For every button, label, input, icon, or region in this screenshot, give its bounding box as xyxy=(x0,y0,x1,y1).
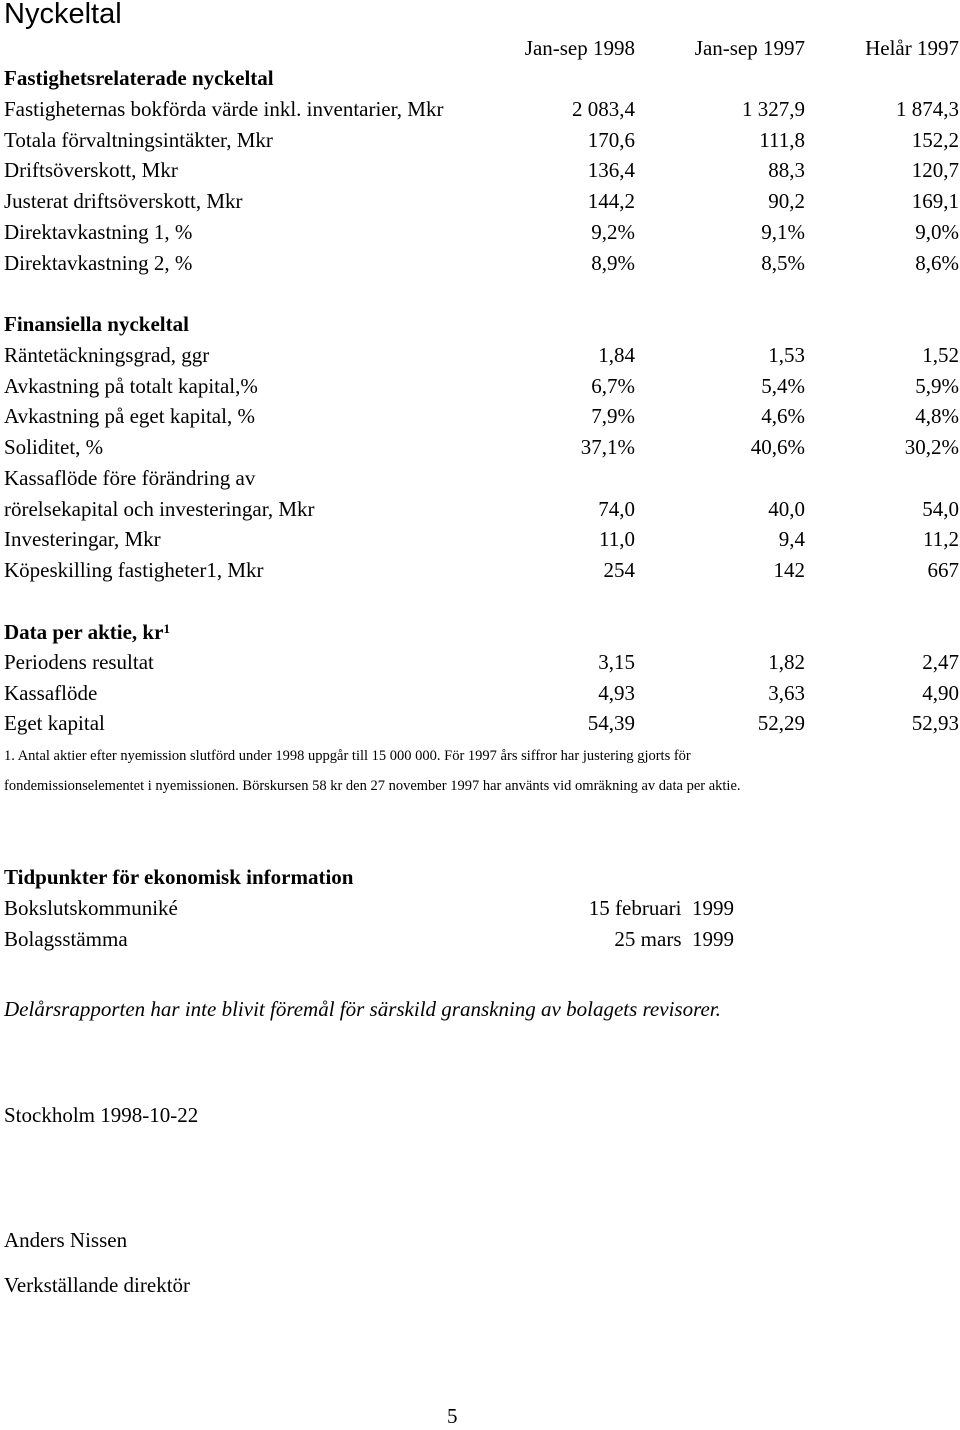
schedule-label: Bolagsstämma xyxy=(4,927,128,951)
signatory-name: Anders Nissen xyxy=(4,1228,128,1252)
table-row xyxy=(0,708,960,738)
footnote-line-1: 1. Antal aktier efter nyemission slutförd under 1998 uppgår till 15 000 000. För 1997 års siffror har justering gjorts för xyxy=(4,748,691,764)
row-label: Totala förvaltningsintäkter, Mkr xyxy=(4,128,273,152)
value-cell: 6,7% xyxy=(591,374,635,398)
value-cell: 254 xyxy=(603,558,635,582)
review-note: Delårsrapporten har inte blivit föremål för särskild granskning av bolagets revisorer. xyxy=(4,997,721,1021)
table-row xyxy=(0,340,960,370)
value-cell: 4,6% xyxy=(761,404,805,428)
value-cell: 667 xyxy=(927,558,959,582)
row-label: Fastigheternas bokförda värde inkl. inventarier, Mkr xyxy=(4,97,444,121)
value-cell: 52,93 xyxy=(911,711,959,735)
value-cell: 1,82 xyxy=(768,650,805,674)
row-label: rörelsekapital och investeringar, Mkr xyxy=(4,497,315,521)
column-header-jan-sep-1997: Jan-sep 1997 xyxy=(694,36,805,60)
row-label: Räntetäckningsgrad, ggr xyxy=(4,343,210,367)
value-cell: 88,3 xyxy=(768,158,805,182)
value-cell: 90,2 xyxy=(768,189,805,213)
footnote-marker: 1 xyxy=(163,621,170,636)
schedule-row xyxy=(0,893,960,923)
value-cell: 9,4 xyxy=(778,527,805,551)
value-cell: 54,0 xyxy=(922,497,959,521)
section-heading-text: Data per aktie, kr xyxy=(4,620,164,644)
table-row xyxy=(0,248,960,278)
value-cell: 3,15 xyxy=(598,650,635,674)
table-row xyxy=(0,494,960,524)
value-cell: 9,2% xyxy=(591,220,635,244)
value-cell: 3,63 xyxy=(768,681,805,705)
row-label: Kassaflöde före förändring av xyxy=(4,466,256,490)
page-title: Nyckeltal xyxy=(4,0,122,30)
value-cell: 8,6% xyxy=(915,251,959,275)
row-label: Direktavkastning 1, % xyxy=(4,220,193,244)
value-cell: 5,4% xyxy=(761,374,805,398)
value-cell: 52,29 xyxy=(757,711,805,735)
value-cell: 9,0% xyxy=(915,220,959,244)
row-label: Direktavkastning 2, % xyxy=(4,251,193,275)
value-cell: 40,6% xyxy=(750,435,805,459)
value-cell: 74,0 xyxy=(598,497,635,521)
value-cell: 40,0 xyxy=(768,497,805,521)
table-row xyxy=(0,524,960,554)
value-cell: 2,47 xyxy=(922,650,959,674)
row-label: Periodens resultat xyxy=(4,650,154,674)
table-row xyxy=(0,155,960,185)
value-cell: 5,9% xyxy=(915,374,959,398)
value-cell: 170,6 xyxy=(587,128,635,152)
value-cell: 8,5% xyxy=(761,251,805,275)
table-row xyxy=(0,94,960,124)
value-cell: 1 327,9 xyxy=(742,97,805,121)
row-label: Köpeskilling fastigheter1, Mkr xyxy=(4,558,264,582)
value-cell: 30,2% xyxy=(904,435,959,459)
value-cell: 4,90 xyxy=(922,681,959,705)
value-cell: 4,8% xyxy=(915,404,959,428)
row-label: Eget kapital xyxy=(4,711,105,735)
schedule-label: Bokslutskommuniké xyxy=(4,896,178,920)
schedule-date: 25 mars 1999 xyxy=(614,927,734,951)
value-cell: 136,4 xyxy=(587,158,635,182)
table-row xyxy=(0,401,960,431)
value-cell: 169,1 xyxy=(911,189,959,213)
table-row xyxy=(0,186,960,216)
section-heading-fastighet: Fastighetsrelaterade nyckeltal xyxy=(4,66,274,90)
value-cell: 37,1% xyxy=(580,435,635,459)
value-cell: 11,2 xyxy=(923,527,959,551)
value-cell: 1 874,3 xyxy=(896,97,959,121)
value-cell: 120,7 xyxy=(911,158,959,182)
page-number: 5 xyxy=(447,1404,458,1428)
table-row xyxy=(0,432,960,462)
table-row xyxy=(0,371,960,401)
value-cell: 54,39 xyxy=(587,711,635,735)
row-label: Investeringar, Mkr xyxy=(4,527,161,551)
value-cell: 142 xyxy=(773,558,805,582)
value-cell: 2 083,4 xyxy=(572,97,635,121)
column-header-jan-sep-1998: Jan-sep 1998 xyxy=(524,36,635,60)
value-cell: 11,0 xyxy=(599,527,635,551)
value-cell: 1,52 xyxy=(922,343,959,367)
section-heading-finansiella: Finansiella nyckeltal xyxy=(4,312,189,336)
table-row xyxy=(0,125,960,155)
place-date: Stockholm 1998-10-22 xyxy=(4,1103,199,1127)
schedule-date: 15 februari 1999 xyxy=(588,896,734,920)
value-cell: 144,2 xyxy=(587,189,635,213)
value-cell: 1,84 xyxy=(598,343,635,367)
row-label: Driftsöverskott, Mkr xyxy=(4,158,178,182)
value-cell: 111,8 xyxy=(759,128,805,152)
tidpunkter-heading: Tidpunkter för ekonomisk information xyxy=(4,865,354,889)
value-cell: 8,9% xyxy=(591,251,635,275)
footnote-line-2: fondemissionselementet i nyemissionen. Börskursen 58 kr den 27 november 1997 har använts vid omräkning av data per aktie. xyxy=(4,778,741,794)
row-label: Justerat driftsöverskott, Mkr xyxy=(4,189,243,213)
table-row xyxy=(0,217,960,247)
value-cell: 4,93 xyxy=(598,681,635,705)
value-cell: 7,9% xyxy=(591,404,635,428)
value-cell: 9,1% xyxy=(761,220,805,244)
table-row xyxy=(0,678,960,708)
section-heading-aktie xyxy=(0,617,960,647)
value-cell: 152,2 xyxy=(911,128,959,152)
row-label: Avkastning på totalt kapital,% xyxy=(4,374,258,398)
row-label: Soliditet, % xyxy=(4,435,104,459)
row-label: Avkastning på eget kapital, % xyxy=(4,404,255,428)
row-label: Kassaflöde xyxy=(4,681,98,705)
table-row xyxy=(0,555,960,585)
table-row xyxy=(0,647,960,677)
schedule-row xyxy=(0,924,960,954)
signatory-title: Verkställande direktör xyxy=(4,1273,191,1297)
column-header-helar-1997: Helår 1997 xyxy=(865,36,959,60)
table-row xyxy=(0,463,960,493)
value-cell: 1,53 xyxy=(768,343,805,367)
